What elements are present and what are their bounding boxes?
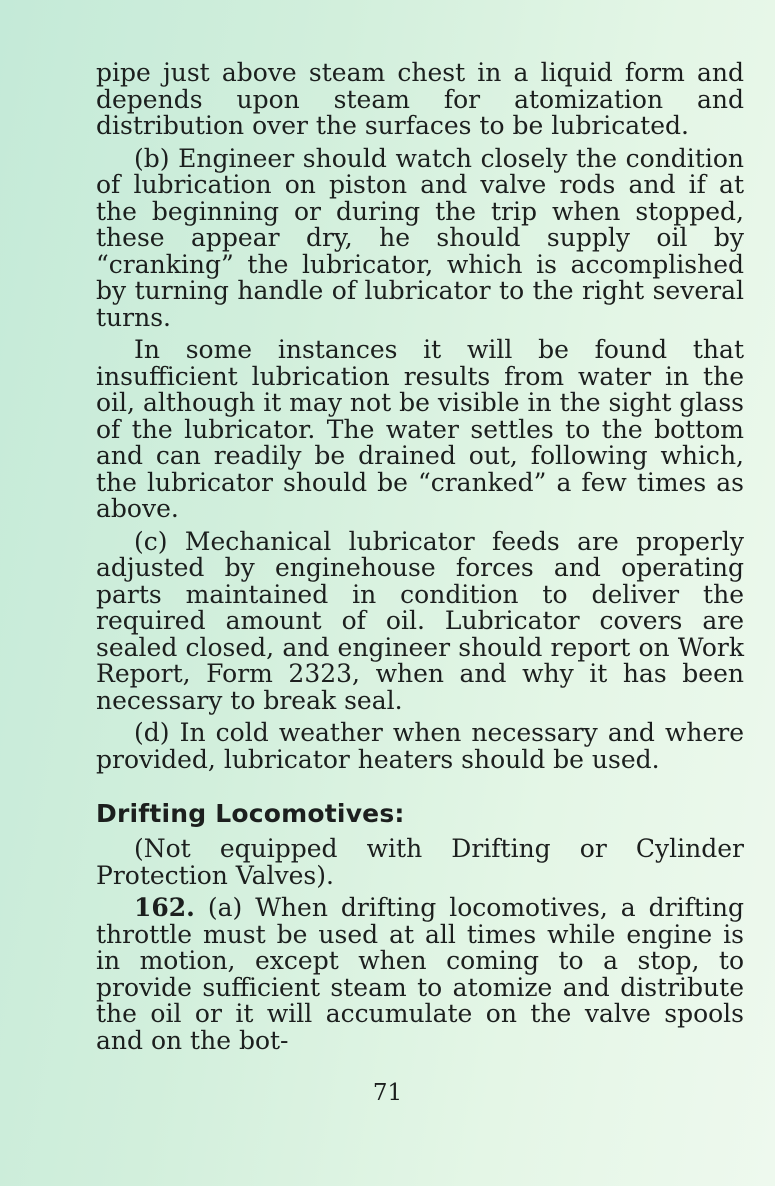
section-heading: Drifting Locomotives: [96,799,405,828]
paragraph-water: In some instances it will be found that insufficient lubrication results from water in the oil, although it may not be visible in the sight glass of the lubricator. The water settles to the bottom and can readily be drained out, following which, the lubricator should be “cranked” a few times as above. [96,335,744,523]
paragraph-b: (b) Engineer should watch closely the condition of lubrication on piston and valve rods and if at the beginning or during the trip when stopped, these appear dry, he should supply oil by “cranking” the lubricator, which is accomplished by turning handle of lubricator to the right several turns. [96,143,744,332]
page-number: 71 [372,1080,403,1106]
rule-number: 162. [134,893,195,922]
section-note: (Not equipped with Drifting or Cylinder Protection Valves). [96,834,744,890]
paragraph-c: (c) Mechanical lubricator feeds are properly adjusted by enginehouse forces and operating parts maintained in condition to deliver the required amount of oil. Lubricator covers are sealed closed, and engineer should report on Work Report, Form 2323, when and why it has been necessary to break seal. [96,526,744,715]
paragraph-d: (d) In cold weather when necessary and where provided, lubricator heaters should be used. [96,718,744,774]
paragraph-continuation: pipe just above steam chest in a liquid form and depends upon steam for atomization and distribution over the surfaces to be lubricated. [96,58,744,140]
page-body [96,60,744,1054]
rule-162-paragraph [96,895,744,1054]
rule-text: (a) When drifting locomotives, a drifting throttle must be used at all times while engine is in motion, except when coming to a stop, to provide sufficient steam to atomize and distribute the oil or it will accumulate on the valve spools and on the bot- [96,893,744,1055]
